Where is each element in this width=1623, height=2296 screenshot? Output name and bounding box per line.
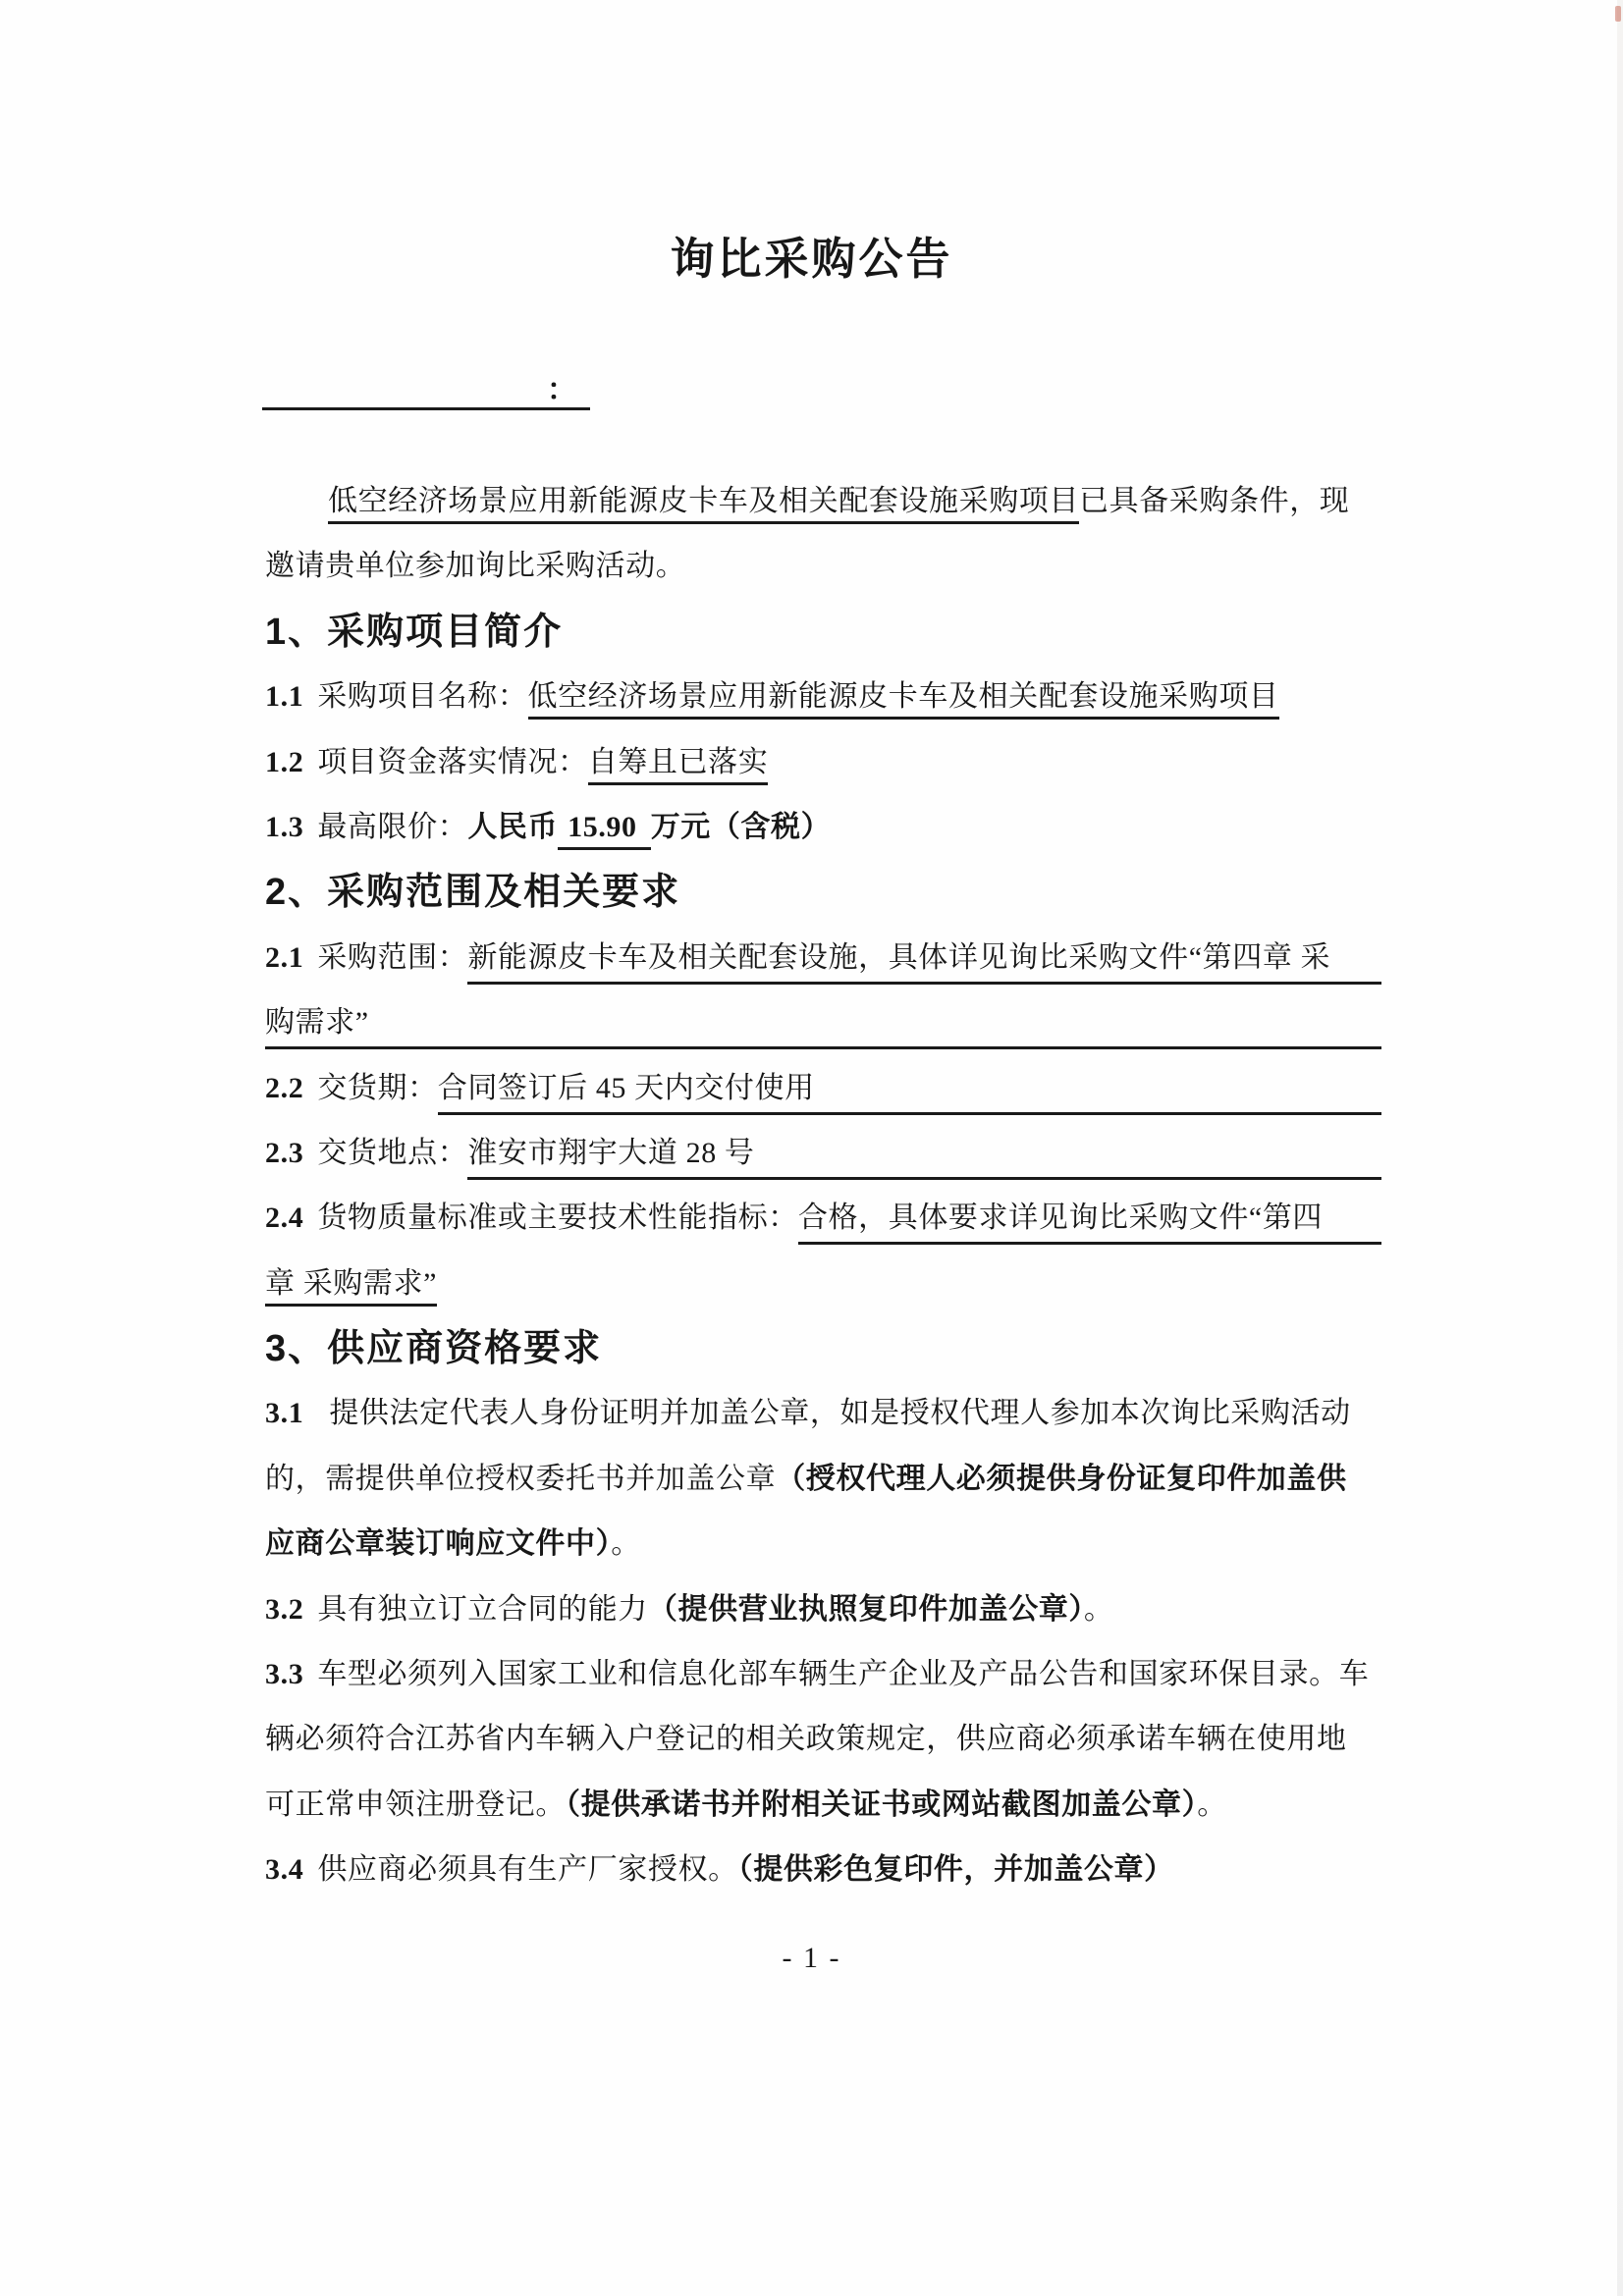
item-2-3 (265, 1121, 1381, 1186)
item-1-2-number: 1.2 (265, 745, 304, 778)
item-1-3-suffix: 万元（含税） (650, 810, 832, 843)
item-2-3-value: 淮安市翔宇大道 28 号 (467, 1134, 754, 1180)
item-1-3-amount: 15.90 (558, 811, 651, 850)
item-2-1-value: 新能源皮卡车及相关配套设施，具体详见询比采购文件“第四章 采 (467, 938, 1330, 985)
item-3-4-bold-note: （提供彩色复印件，并加盖公章） (737, 1853, 1174, 1887)
item-2-3-label: 交货地点： (317, 1136, 468, 1169)
item-3-3-line-2: 辆必须符合江苏省内车辆入户登记的相关政策规定，供应商必须承诺车辆在使用地 (265, 1723, 1347, 1756)
item-3-1-line-1 (265, 1381, 1381, 1446)
item-3-3-line-1 (265, 1642, 1381, 1707)
item-3-3-line-3 (265, 1773, 1381, 1838)
page-title: 询比采购公告 (670, 235, 953, 284)
item-3-1-line-3 (265, 1512, 1381, 1576)
item-1-3-currency: 人民币 (467, 810, 559, 843)
item-1-1 (265, 665, 1381, 729)
item-3-1-number: 3.1 (265, 1397, 304, 1430)
item-1-3-number: 1.3 (265, 810, 304, 843)
item-1-1-label: 采购项目名称： (317, 680, 528, 714)
item-3-3-text-3: 可正常申领注册登记。 (265, 1788, 566, 1821)
item-3-2 (265, 1577, 1381, 1642)
item-3-1-period: 。 (611, 1527, 641, 1561)
item-3-1-text-2: 的，需提供单位授权委托书并加盖公章 (265, 1462, 777, 1495)
item-1-1-number: 1.1 (265, 680, 304, 714)
item-2-1 (265, 926, 1381, 990)
item-3-3-number: 3.3 (265, 1658, 304, 1691)
section-1-heading: 1、采购项目简介 (265, 611, 564, 653)
item-3-4-number: 3.4 (265, 1853, 304, 1887)
item-3-1-text-1: 提供法定代表人身份证明并加盖公章，如是授权代理人参加本次询比采购活动 (329, 1397, 1351, 1430)
item-3-3-period: 。 (1197, 1788, 1227, 1821)
section-2-heading: 2、采购范围及相关要求 (265, 872, 681, 914)
item-1-3-label: 最高限价： (317, 810, 468, 843)
item-3-1-bold-note-part-1: （授权代理人必须提供身份证复印件加盖供 (776, 1462, 1347, 1495)
item-2-1-continuation (265, 990, 1381, 1055)
item-3-4-text: 供应商必须具有生产厂家授权。 (317, 1853, 738, 1887)
item-3-2-bold-note: （提供营业执照复印件加盖公章） (647, 1592, 1084, 1626)
document-body (265, 469, 1381, 1903)
item-3-2-text: 具有独立订立合同的能力 (317, 1592, 648, 1626)
item-3-1-line-2 (265, 1447, 1381, 1512)
page-number: - 1 - (782, 1942, 841, 1974)
item-2-4-label: 货物质量标准或主要技术性能指标： (317, 1201, 798, 1235)
item-1-1-value: 低空经济场景应用新能源皮卡车及相关配套设施采购项目 (528, 680, 1279, 720)
item-2-2-number: 2.2 (265, 1071, 304, 1104)
item-1-3 (265, 795, 1381, 860)
item-3-2-period: 。 (1083, 1592, 1114, 1626)
item-2-2-value: 合同签订后 45 天内交付使用 (438, 1069, 815, 1115)
item-2-2-underline-fill (815, 1069, 1381, 1115)
intro-line-1-rest: 已具备采购条件，现 (1079, 485, 1350, 517)
item-1-2-label: 项目资金落实情况： (317, 745, 588, 778)
item-3-3-text-1: 车型必须列入国家工业和信息化部车辆生产企业及产品公告和国家环保目录。车 (317, 1658, 1370, 1691)
item-1-2-value: 自筹且已落实 (588, 746, 769, 785)
item-2-4-underline-fill (1323, 1199, 1381, 1245)
item-3-2-number: 3.2 (265, 1592, 304, 1626)
item-3-4 (265, 1838, 1381, 1902)
item-2-4-continuation (265, 1252, 1381, 1316)
item-2-1-number: 2.1 (265, 940, 304, 974)
intro-project-name-underlined: 低空经济场景应用新能源皮卡车及相关配套设施采购项目 (328, 485, 1079, 524)
item-2-2-label: 交货期： (317, 1071, 438, 1104)
item-2-4 (265, 1186, 1381, 1251)
item-2-3-underline-fill (755, 1134, 1381, 1180)
intro-line-2: 邀请贵单位参加询比采购活动。 (265, 550, 686, 583)
addressee-colon: ： (547, 374, 576, 406)
item-2-4-number: 2.4 (265, 1201, 304, 1235)
item-2-2 (265, 1056, 1381, 1121)
item-3-1-bold-note-part-2: 应商公章装订响应文件中） (265, 1527, 612, 1561)
section-3-heading: 3、供应商资格要求 (265, 1328, 603, 1370)
intro-line-1 (265, 469, 1381, 534)
item-1-2 (265, 730, 1381, 795)
item-2-4-value: 合格，具体要求详见询比采购文件“第四 (798, 1199, 1323, 1245)
item-2-1-value-continued: 购需求” (265, 1003, 369, 1049)
item-2-1-label: 采购范围： (317, 940, 468, 974)
item-2-1-cont-underline-fill (369, 1003, 1381, 1049)
addressee-blank-line (262, 371, 590, 410)
scan-speck-artifact (1615, 6, 1621, 22)
item-2-1-underline-fill (1330, 938, 1381, 985)
item-2-3-number: 2.3 (265, 1136, 304, 1169)
item-2-4-value-continued: 章 采购需求” (265, 1267, 437, 1307)
item-3-3-bold-note: （提供承诺书并附相关证书或网站截图加盖公章） (566, 1788, 1198, 1821)
